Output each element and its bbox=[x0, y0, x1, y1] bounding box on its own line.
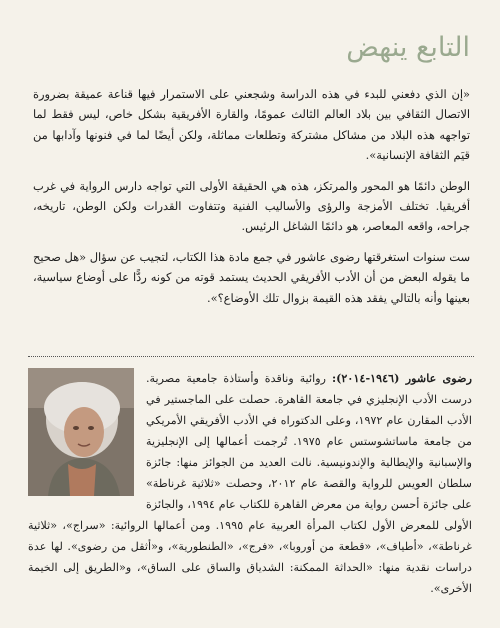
blurb-text bbox=[33, 84, 470, 318]
book-title: التابع ينهض bbox=[346, 32, 470, 63]
blurb-paragraph-question: ست سنوات استغرقتها رضوى عاشور في جمع مادة هذا الكتاب، لتجيب عن سؤال «هل صحيح ما يقوله البعض من أن الأدب الأفريقي الحديث يستمد قوته من كونه ردًّا على أوضاع سياسية، بعينها وأنه بالتالي يفقد هذه القيمة بزوال تلك الأوضاع؟». bbox=[33, 249, 470, 305]
author-bio bbox=[28, 368, 472, 599]
blurb-paragraph-homeland: الوطن دائمًا هو المحور والمرتكز، هذه هي الحقيقة الأولى التي تواجه دارس الرواية في غرب أفريقيا. تختلف الأمزجة والرؤى والأساليب الفنية وتتفاوت القدرات ولكن الوطن، تاريخه، جراحه، واقعه المعاصر، هو دائمًا الشاغل الرئيس. bbox=[33, 178, 470, 234]
blurb-quote-paragraph: «إن الذي دفعني للبدء في هذه الدراسة وشجعني على الاستمرار فيها قناعة عميقة بضرورة الاتصال الثقافي بين بلاد العالم الثالث عمومًا، والقارة الأفريقية بشكل خاص، ليس فقط لما تواجهه هذه البلاد من مشاكل مشتركة وتطلعات مماثلة، ولكن أيضًا لما في فنونها وآدابها من قيَم الثقافة الإنسانية». bbox=[33, 87, 470, 163]
section-divider bbox=[28, 356, 474, 357]
author-name-dates: رضوى عاشور (١٩٤٦-٢٠١٤): bbox=[331, 371, 472, 385]
author-bio-text: روائية وناقدة وأستاذة جامعية مصرية. درست الأدب الإنجليزي في جامعة القاهرة. حصلت على الماجستير في الأدب المقارن عام ١٩٧٢، وعلى الدكتوراه في الأدب الأفريقي الأمريكي من جامعة ماساتشوستس عام ١٩٧٥. تُرجمت أعمالها إلى الإنجليزية والإسبانية والإيطالية والإندونيسية. نالت العديد من الجوائز منها: جائزة سلطان العويس للرواية والقصة عام ٢٠١٢، وحصلت «ثلاثية غرناطة» على جائزة أحسن رواية من معرض القاهرة للكتاب عام ١٩٩٤، والجائزة الأولى للمعرض الأول لكتاب المرأة العربية عام ١٩٩٥. ومن أعمالها الروائية: «سراج»، «ثلاثية غرناطة»، «أطياف»، «قطعة من أوروبا»، «فرج»، «الطنطورية»، و«أثقل من رضوى». لها عدة دراسات نقدية منها: «الحداثة الممكنة: الشدياق والساق على الساق»، و«الطريق إلى الخيمة الأخرى». bbox=[28, 372, 472, 595]
photo-spacer bbox=[28, 368, 146, 504]
